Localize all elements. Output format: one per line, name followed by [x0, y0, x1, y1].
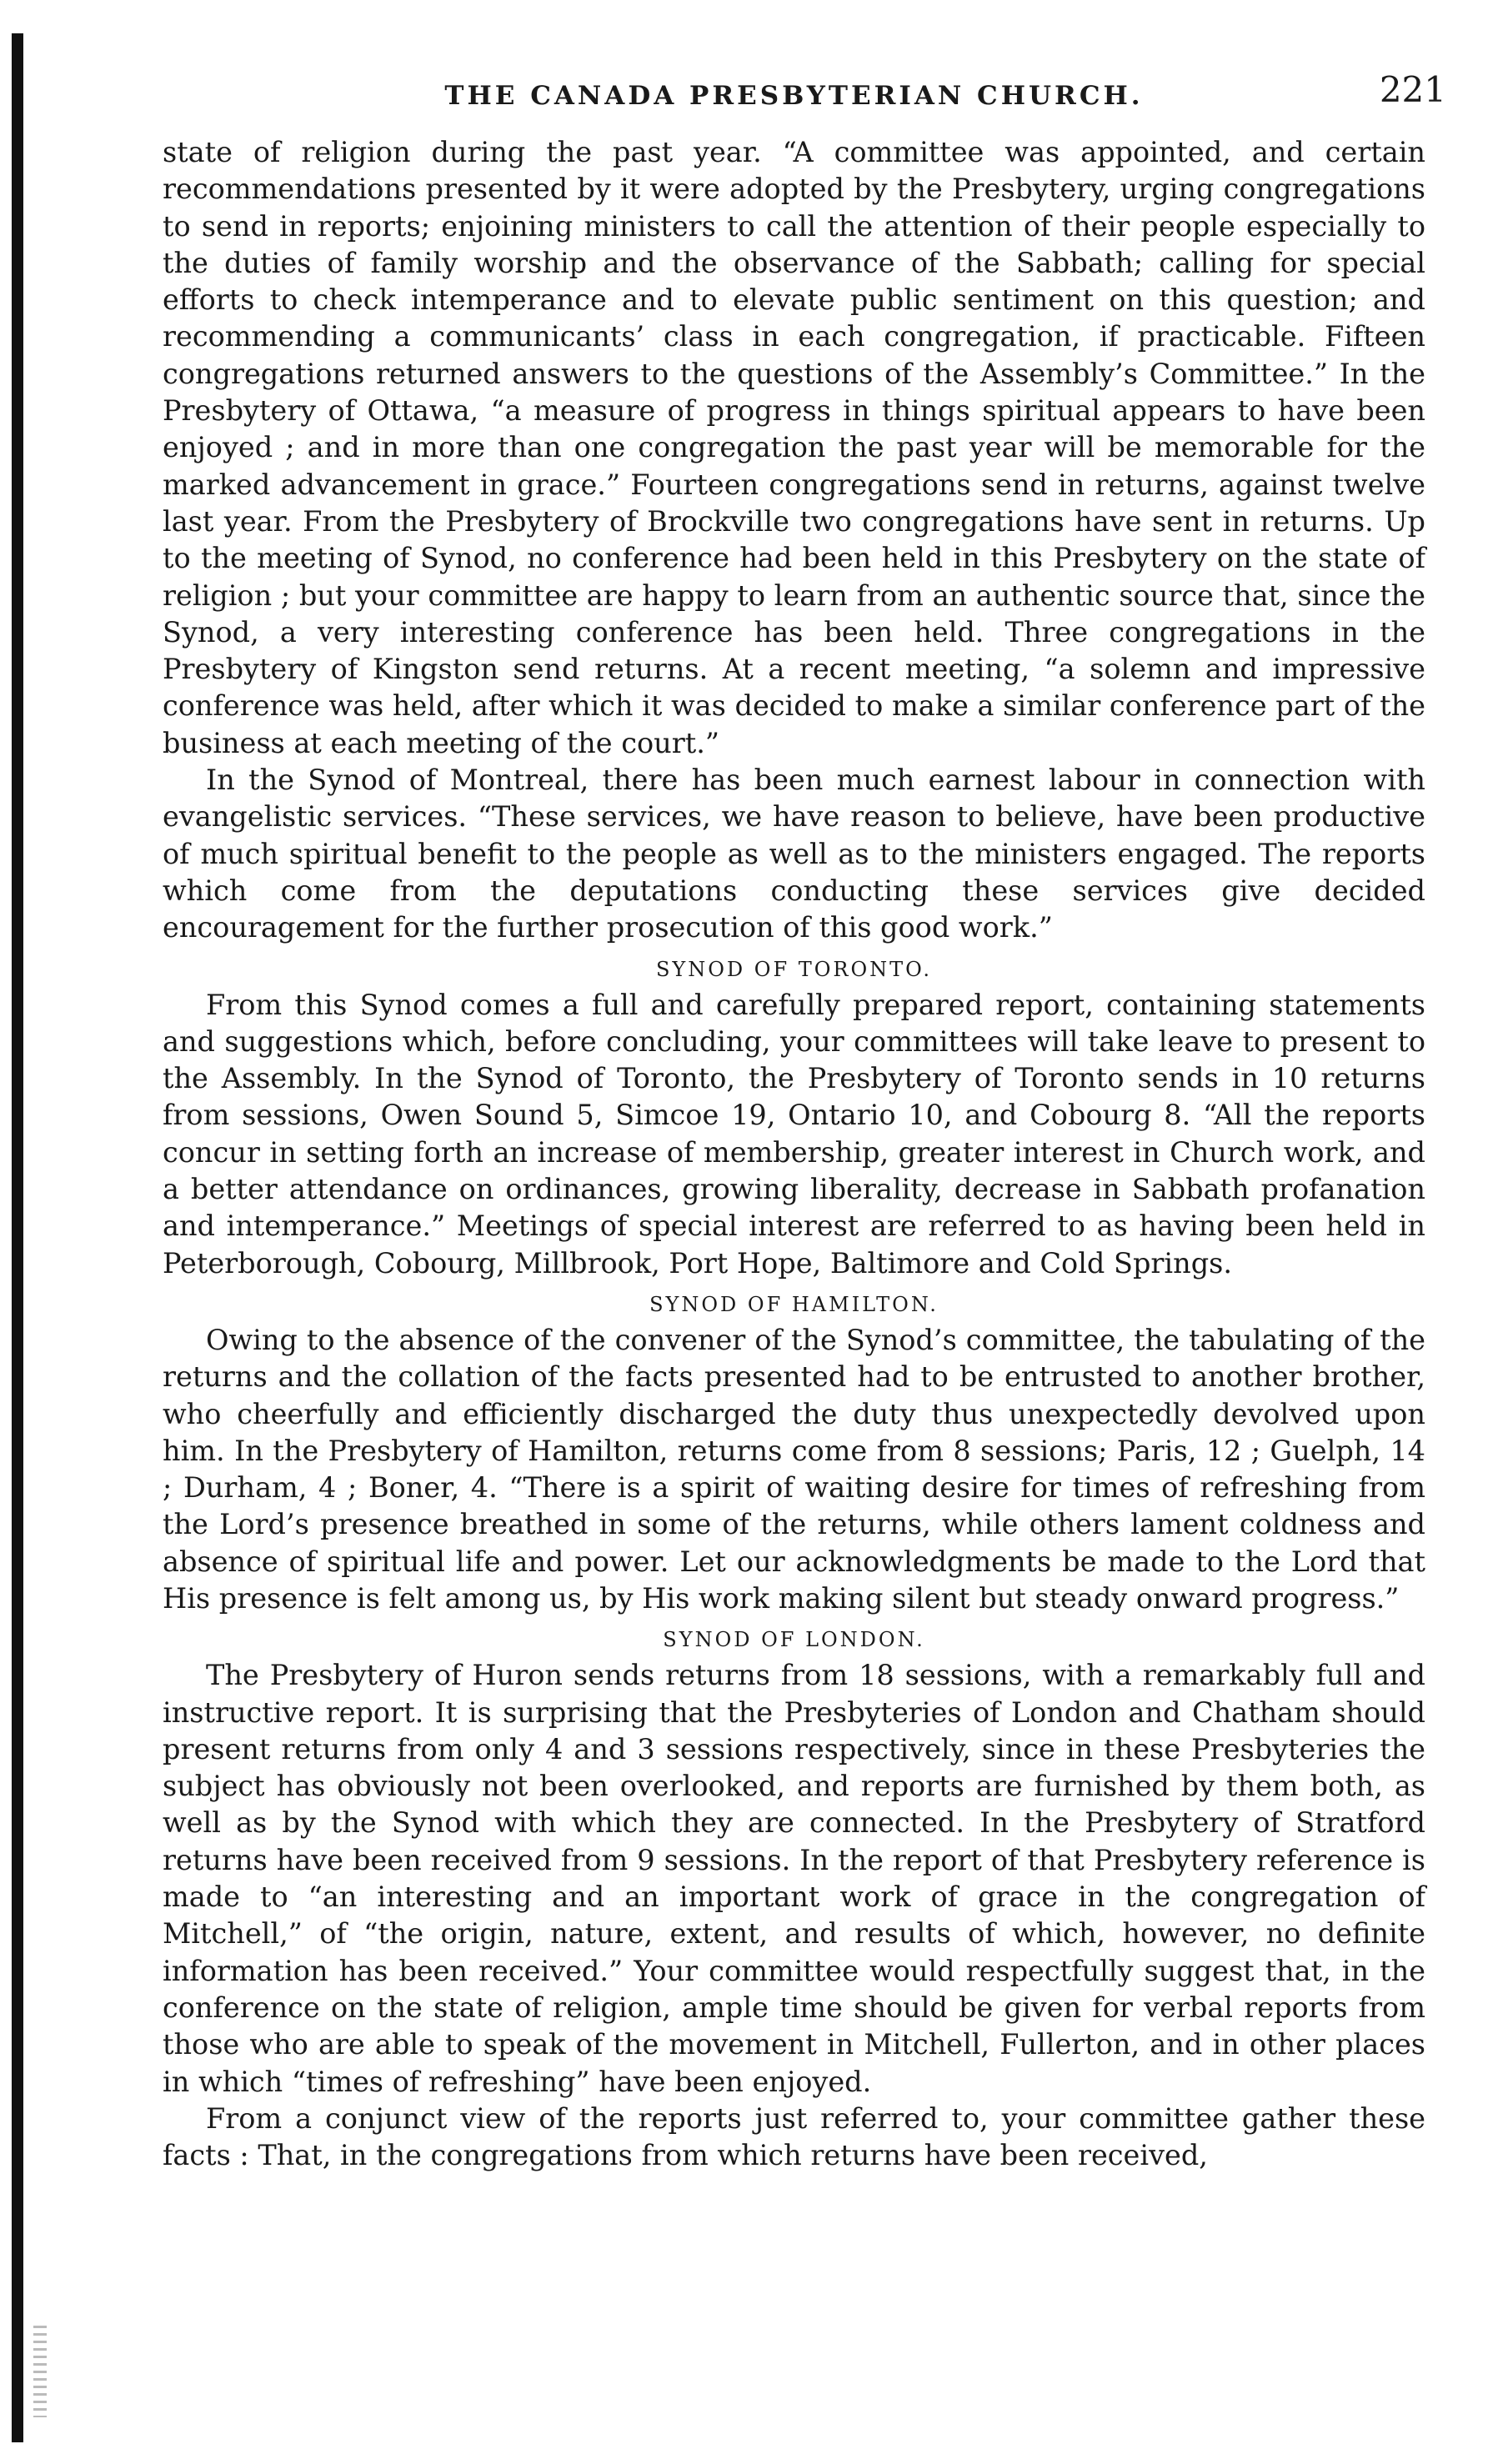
paragraph-6: From a conjunct view of the reports just referred to, your committee gather these facts : That, in the congregations from which returns have been received,: [163, 2101, 1425, 2172]
running-title: THE CANADA PRESBYTERIAN CHURCH.: [444, 81, 1144, 111]
paragraph-3: From this Synod comes a full and carefully prepared report, containing statements and suggestions which, before concluding, your committees will take leave to present to the Assembly. In the Synod of Toronto, the Presbytery of Toronto sends in 10 returns from sessions, Owen Sound 5, Simcoe 19, Ontario 10, and Cobourg 8. “All the reports concur in setting forth an increase of membership, greater interest in Church work, and a better attendance on ordinances, growing liberality, decrease in Sabbath profanation and intemperance.” Meetings of special interest are referred to as having been held in Peterborough, Cobourg, Millbrook, Port Hope, Baltimore and Cold Springs.: [163, 988, 1425, 1280]
scan-artifact: [33, 2326, 47, 2417]
running-head: [163, 63, 1446, 129]
page-edge-shadow: [12, 33, 23, 2442]
paragraph-4: Owing to the absence of the convener of the Synod’s committee, the tabulating of the returns and the collation of the facts presented had to be entrusted to another brother, who cheerfully and efficiently discharged the duty thus unexpectedly devolved upon him. In the Presbytery of Hamilton, returns come from 8 sessions; Paris, 12 ; Guelph, 14 ; Durham, 4 ; Boner, 4. “There is a spirit of waiting desire for times of refreshing from the Lord’s presence breathed in some of the returns, while others lament coldness and absence of spiritual life and power. Let our acknowledgments be made to the Lord that His presence is felt among us, by His work making silent but steady onward progress.”: [163, 1323, 1425, 1615]
page-number: 221: [1379, 69, 1446, 110]
body-text: [163, 134, 1425, 2174]
heading-synod-hamilton: SYNOD OF HAMILTON.: [649, 1292, 939, 1316]
paragraph-5: The Presbytery of Huron sends returns from 18 sessions, with a remarkably full and instructive report. It is surprising that the Presbyteries of London and Chatham should present returns from only 4 and 3 sessions respectively, since in these Presbyteries the subject has obviously not been overlooked, and reports are furnished by them both, as well as by the Synod with which they are connected. In the Presbytery of Stratford returns have been received from 9 sessions. In the report of that Presbytery reference is made to “an interesting and an important work of grace in the congregation of Mitchell,” of “the origin, nature, extent, and results of which, however, no definite information has been received.” Your committee would respectfully suggest that, in the conference on the state of religion, ample time should be given for verbal reports from those who are able to speak of the movement in Mitchell, Fullerton, and in other places in which “times of refreshing” have been enjoyed.: [163, 1659, 1425, 2098]
heading-synod-london: SYNOD OF LONDON.: [663, 1628, 925, 1652]
paragraph-2: In the Synod of Montreal, there has been much earnest labour in connection with evangelistic services. “These services, we have reason to believe, have been productive of much spiritual benefit to the people as well as to the ministers engaged. The reports which come from the deputations conducting these services give decided encouragement for the further prosecution of this good work.”: [163, 764, 1425, 944]
paragraph-1: state of religion during the past year. “A committee was appointed, and certain recommendations presented by it were adopted by the Presbytery, urging congregations to send in reports; enjoining ministers to call the attention of their people especially to the duties of family worship and the observance of the Sabbath; calling for special efforts to check intemperance and to elevate public sentiment on this question; and recommending a communicants’ class in each congregation, if practicable. Fifteen congregations returned answers to the questions of the Assembly’s Committee.” In the Presbytery of Ottawa, “a measure of progress in things spiritual appears to have been enjoyed ; and in more than one congregation the past year will be memorable for the marked advancement in grace.” Fourteen congregations send in returns, against twelve last year. From the Presbytery of Brockville two congregations have sent in returns. Up to the meeting of Synod, no conference had been held in this Presbytery on the state of religion ; but your committee are happy to learn from an authentic source that, since the Synod, a very interesting conference has been held. Three congregations in the Presbytery of Kingston send returns. At a recent meeting, “a solemn and impressive conference was held, after which it was decided to make a similar conference part of the business at each meeting of the court.”: [163, 136, 1425, 759]
book-page: [163, 63, 1446, 2174]
heading-synod-toronto: SYNOD OF TORONTO.: [655, 957, 933, 981]
